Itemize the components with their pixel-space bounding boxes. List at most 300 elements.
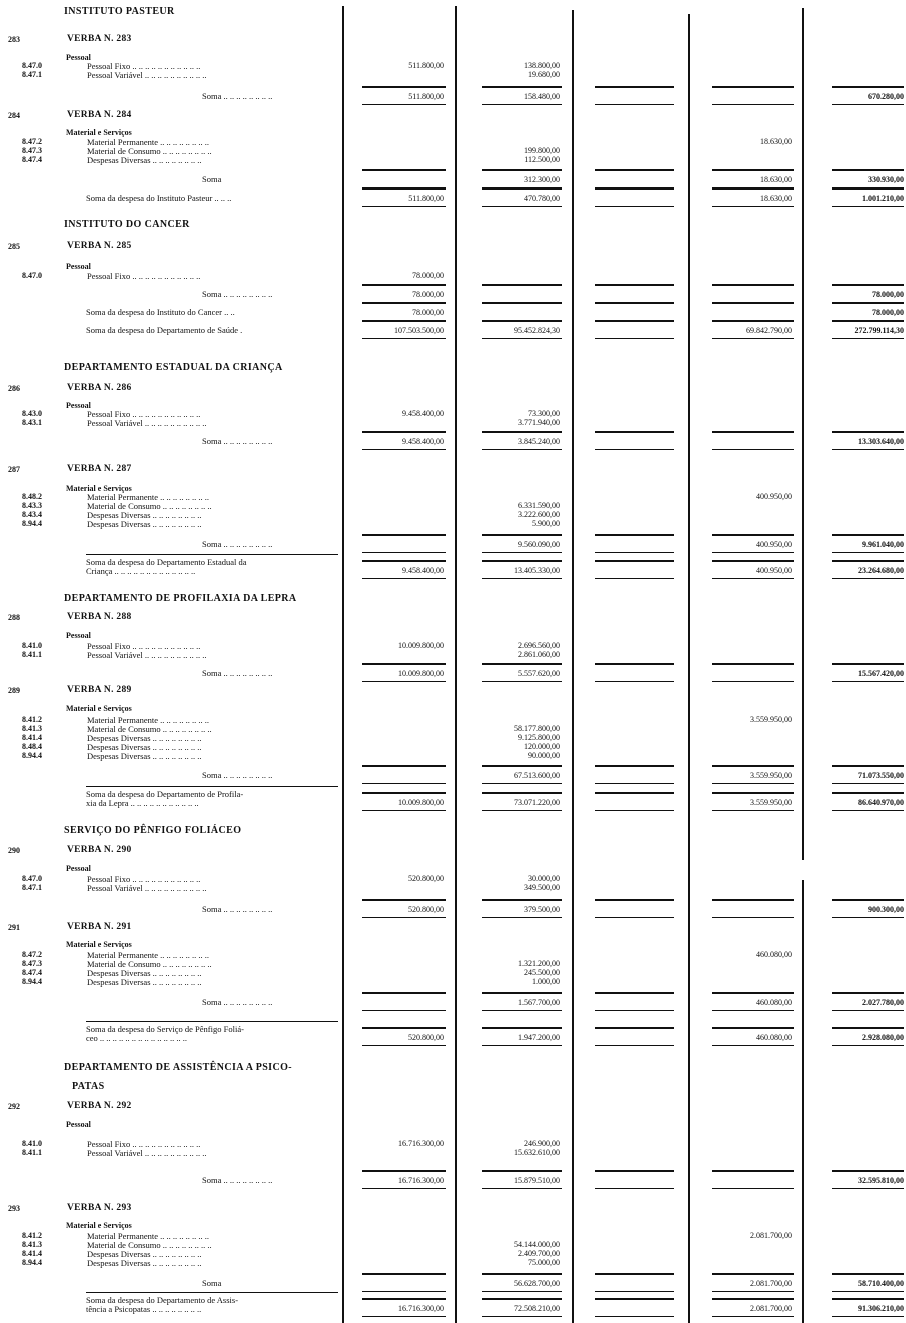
sum-rule <box>595 1170 674 1172</box>
item-code: 8.43.4 <box>22 510 42 519</box>
sum-underline <box>595 449 674 450</box>
sum-value: 460.080,00 <box>756 1033 792 1042</box>
subheading: Pessoal <box>66 1120 91 1129</box>
item-code: 8.47.4 <box>22 968 42 977</box>
verba-number: 292 <box>8 1102 20 1111</box>
item-code: 8.47.3 <box>22 959 42 968</box>
verba-heading: VERBA N. 288 <box>67 612 132 622</box>
sum-underline <box>595 1291 674 1292</box>
item-label: Material Permanente .. .. .. .. .. .. .. .. <box>87 951 210 960</box>
sum-underline <box>832 917 904 918</box>
verba-number: 286 <box>8 384 20 393</box>
sum-rule <box>832 169 904 171</box>
item-label: Despesas Diversas .. .. .. .. .. .. .. .. <box>87 752 202 761</box>
sum-rule <box>832 560 904 562</box>
sum-rule <box>362 792 446 794</box>
sum-underline <box>832 552 904 553</box>
item-value: 78.000,00 <box>412 271 444 280</box>
sum-rule <box>832 792 904 794</box>
sum-rule <box>362 663 446 665</box>
subheading: Pessoal <box>66 631 91 640</box>
sum-rule <box>362 560 446 562</box>
sum-rule <box>595 284 674 286</box>
sum-underline <box>362 578 446 579</box>
sum-rule <box>712 86 794 88</box>
verba-number: 289 <box>8 686 20 695</box>
item-value: 1.321.200,00 <box>518 959 560 968</box>
sum-rule <box>832 320 904 322</box>
sum-underline <box>712 681 794 682</box>
item-code: 8.41.3 <box>22 1240 42 1249</box>
sum-value: 9.560.090,00 <box>518 540 560 549</box>
sum-rule <box>595 431 674 433</box>
sum-underline <box>832 1291 904 1292</box>
sum-underline <box>712 1045 794 1046</box>
verba-number: 291 <box>8 923 20 932</box>
item-code: 8.47.4 <box>22 155 42 164</box>
sum-rule <box>362 765 446 767</box>
total-label-continued: tência a Psicopatas .. .. .. .. .. .. .. .. <box>86 1305 202 1314</box>
sum-underline <box>595 917 674 918</box>
item-code: 8.41.2 <box>22 715 42 724</box>
sum-rule <box>362 1027 446 1029</box>
verba-heading: VERBA N. 292 <box>67 1101 132 1111</box>
total-label: Soma da despesa do Instituto do Cancer .. .. <box>86 308 235 317</box>
item-value: 120.000,00 <box>524 742 560 751</box>
sum-rule <box>595 899 674 901</box>
sum-rule <box>482 792 562 794</box>
sum-underline <box>362 1316 446 1317</box>
sum-rule <box>482 1170 562 1172</box>
item-value: 30.000,00 <box>528 874 560 883</box>
sum-rule <box>362 431 446 433</box>
sum-value: 18.630,00 <box>760 194 792 203</box>
sum-value: 400.950,00 <box>756 540 792 549</box>
total-label: Soma da despesa do Instituto Pasteur .. .. .. <box>86 194 232 203</box>
sum-rule <box>712 1273 794 1275</box>
sum-underline <box>595 1188 674 1189</box>
sum-underline <box>362 681 446 682</box>
sum-rule <box>482 899 562 901</box>
item-value: 54.144.000,00 <box>514 1240 560 1249</box>
sum-rule <box>362 1170 446 1172</box>
item-code: 8.41.2 <box>22 1231 42 1240</box>
sum-underline <box>482 1291 562 1292</box>
sum-rule <box>362 188 446 190</box>
item-value: 18.630,00 <box>760 137 792 146</box>
item-label: Despesas Diversas .. .. .. .. .. .. .. .. <box>87 156 202 165</box>
total-label-continued: ceo .. .. .. .. .. .. .. .. .. .. .. .. .. .. <box>86 1034 188 1043</box>
sum-rule <box>362 899 446 901</box>
item-label: Material Permanente .. .. .. .. .. .. .. .. <box>87 716 210 725</box>
sum-rule <box>712 169 794 171</box>
sum-underline <box>482 810 562 811</box>
soma-label: Soma .. .. .. .. .. .. .. .. <box>202 92 273 101</box>
sum-rule <box>712 431 794 433</box>
sum-rule <box>712 1298 794 1300</box>
verba-heading: VERBA N. 285 <box>67 241 132 251</box>
item-label: Material de Consumo .. .. .. .. .. .. .. .. <box>87 725 212 734</box>
item-value: 73.300,00 <box>528 409 560 418</box>
sum-underline <box>832 1045 904 1046</box>
sum-underline <box>595 810 674 811</box>
verba-heading: VERBA N. 289 <box>67 685 132 695</box>
item-value: 112.500,00 <box>524 155 560 164</box>
sum-value: 158.480,00 <box>524 92 560 101</box>
sum-rule <box>832 992 904 994</box>
sum-underline <box>712 810 794 811</box>
item-value: 2.696.560,00 <box>518 641 560 650</box>
sum-rule <box>595 534 674 536</box>
soma-label: Soma .. .. .. .. .. .. .. .. <box>202 905 273 914</box>
item-value: 511.800,00 <box>408 61 444 70</box>
sum-value: 73.071.220,00 <box>514 798 560 807</box>
item-label: Pessoal Fixo .. .. .. .. .. .. .. .. .. .. .. <box>87 1140 201 1149</box>
item-label: Material Permanente .. .. .. .. .. .. .. .. <box>87 1232 210 1241</box>
sum-underline <box>595 552 674 553</box>
sum-underline <box>832 1316 904 1317</box>
item-label: Despesas Diversas .. .. .. .. .. .. .. .. <box>87 969 202 978</box>
verba-number: 288 <box>8 613 20 622</box>
column-rule <box>802 880 804 1323</box>
sum-value: 670.280,00 <box>868 92 904 101</box>
item-label: Despesas Diversas .. .. .. .. .. .. .. .. <box>87 1259 202 1268</box>
sum-value: 9.961.040,00 <box>862 540 904 549</box>
item-value: 246.900,00 <box>524 1139 560 1148</box>
sum-value: 23.264.680,00 <box>858 566 904 575</box>
sum-underline <box>482 206 562 207</box>
sum-rule <box>832 1273 904 1275</box>
sum-underline <box>482 1316 562 1317</box>
sum-value: 32.595.810,00 <box>858 1176 904 1185</box>
item-value: 3.559.950,00 <box>750 715 792 724</box>
sum-rule <box>482 534 562 536</box>
sum-underline <box>595 206 674 207</box>
sum-value: 1.001.210,00 <box>862 194 904 203</box>
item-code: 8.47.0 <box>22 271 42 280</box>
sum-rule <box>712 534 794 536</box>
item-label: Material Permanente .. .. .. .. .. .. .. .. <box>87 138 210 147</box>
item-label: Despesas Diversas .. .. .. .. .. .. .. .. <box>87 978 202 987</box>
sum-value: 91.306.210,00 <box>858 1304 904 1313</box>
sum-underline <box>712 783 794 784</box>
item-value: 2.409.700,00 <box>518 1249 560 1258</box>
verba-number: 293 <box>8 1204 20 1213</box>
verba-number: 284 <box>8 111 20 120</box>
verba-heading: VERBA N. 293 <box>67 1203 132 1213</box>
section-heading: DEPARTAMENTO DE ASSISTÊNCIA A PSICO- <box>64 1062 292 1073</box>
soma-label: Soma <box>202 1279 222 1288</box>
sum-underline <box>362 810 446 811</box>
total-label: Soma da despesa do Departamento Estadual da <box>86 558 247 567</box>
item-value: 3.222.600,00 <box>518 510 560 519</box>
sum-value: 15.879.510,00 <box>514 1176 560 1185</box>
total-rule <box>86 786 338 787</box>
sum-underline <box>595 578 674 579</box>
item-value: 9.125.800,00 <box>518 733 560 742</box>
sum-value: 330.930,00 <box>868 175 904 184</box>
sum-rule <box>482 169 562 171</box>
verba-heading: VERBA N. 287 <box>67 464 132 474</box>
subheading: Pessoal <box>66 864 91 873</box>
sum-value: 16.716.300,00 <box>398 1304 444 1313</box>
sum-underline <box>362 917 446 918</box>
sum-underline <box>595 104 674 105</box>
item-value: 400.950,00 <box>756 492 792 501</box>
section-heading: PATAS <box>72 1081 105 1092</box>
sum-underline <box>362 338 446 339</box>
section-heading: DEPARTAMENTO DE PROFILAXIA DA LEPRA <box>64 593 297 604</box>
column-rule <box>802 8 804 860</box>
item-value: 199.800,00 <box>524 146 560 155</box>
sum-rule <box>595 765 674 767</box>
item-label: Pessoal Fixo .. .. .. .. .. .. .. .. .. .. .. <box>87 875 201 884</box>
item-code: 8.47.0 <box>22 874 42 883</box>
sum-value: 312.300,00 <box>524 175 560 184</box>
sum-rule <box>482 1298 562 1300</box>
sum-underline <box>595 783 674 784</box>
sum-rule <box>832 86 904 88</box>
sum-underline <box>482 1010 562 1011</box>
item-code: 8.41.1 <box>22 1148 42 1157</box>
sum-value: 78.000,00 <box>872 308 904 317</box>
sum-rule <box>595 188 674 190</box>
sum-underline <box>712 1188 794 1189</box>
item-label: Material de Consumo .. .. .. .. .. .. .. .. <box>87 1241 212 1250</box>
item-label: Pessoal Fixo .. .. .. .. .. .. .. .. .. .. .. <box>87 62 201 71</box>
sum-rule <box>832 284 904 286</box>
sum-underline <box>832 578 904 579</box>
soma-label: Soma .. .. .. .. .. .. .. .. <box>202 1176 273 1185</box>
item-label: Despesas Diversas .. .. .. .. .. .. .. .. <box>87 511 202 520</box>
section-heading: INSTITUTO PASTEUR <box>64 6 175 17</box>
sum-underline <box>362 449 446 450</box>
sum-rule <box>832 188 904 190</box>
sum-underline <box>482 783 562 784</box>
sum-underline <box>362 104 446 105</box>
item-label: Despesas Diversas .. .. .. .. .. .. .. .. <box>87 1250 202 1259</box>
sum-underline <box>482 917 562 918</box>
sum-underline <box>482 1188 562 1189</box>
item-label: Material Permanente .. .. .. .. .. .. .. .. <box>87 493 210 502</box>
sum-rule <box>832 765 904 767</box>
sum-rule <box>595 663 674 665</box>
sum-underline <box>832 810 904 811</box>
sum-value: 2.081.700,00 <box>750 1279 792 1288</box>
sum-rule <box>482 320 562 322</box>
sum-underline <box>712 552 794 553</box>
sum-underline <box>362 1291 446 1292</box>
column-rule <box>342 6 344 1323</box>
sum-value: 379.500,00 <box>524 905 560 914</box>
sum-rule <box>832 899 904 901</box>
sum-underline <box>482 578 562 579</box>
sum-rule <box>362 284 446 286</box>
sum-value: 10.009.800,00 <box>398 798 444 807</box>
item-value: 138.800,00 <box>524 61 560 70</box>
soma-label: Soma <box>202 175 222 184</box>
sum-value: 1.947.200,00 <box>518 1033 560 1042</box>
sum-rule <box>712 792 794 794</box>
section-heading: INSTITUTO DO CANCER <box>64 219 190 230</box>
item-value: 90.000,00 <box>528 751 560 760</box>
sum-rule <box>595 320 674 322</box>
sum-underline <box>832 104 904 105</box>
sum-value: 15.567.420,00 <box>858 669 904 678</box>
item-label: Pessoal Variável .. .. .. .. .. .. .. .. .. .. <box>87 71 207 80</box>
sum-value: 400.950,00 <box>756 566 792 575</box>
sum-rule <box>712 560 794 562</box>
sum-underline <box>832 449 904 450</box>
sum-rule <box>595 302 674 304</box>
sum-value: 520.800,00 <box>408 905 444 914</box>
sum-value: 900.300,00 <box>868 905 904 914</box>
item-value: 3.771.940,00 <box>518 418 560 427</box>
sum-underline <box>832 1188 904 1189</box>
sum-underline <box>595 1010 674 1011</box>
sum-rule <box>712 302 794 304</box>
item-code: 8.47.3 <box>22 146 42 155</box>
item-code: 8.47.2 <box>22 137 42 146</box>
sum-rule <box>712 1170 794 1172</box>
item-code: 8.47.0 <box>22 61 42 70</box>
sum-underline <box>482 338 562 339</box>
sum-rule <box>482 188 562 190</box>
sum-value: 13.303.640,00 <box>858 437 904 446</box>
total-label: Soma da despesa do Serviço de Pênfigo Foliá- <box>86 1025 244 1034</box>
item-code: 8.41.3 <box>22 724 42 733</box>
sum-underline <box>712 449 794 450</box>
item-label: Pessoal Variável .. .. .. .. .. .. .. .. .. .. <box>87 1149 207 1158</box>
sum-value: 2.081.700,00 <box>750 1304 792 1313</box>
sum-rule <box>712 188 794 190</box>
item-code: 8.94.4 <box>22 519 42 528</box>
item-code: 8.43.1 <box>22 418 42 427</box>
sum-underline <box>712 1010 794 1011</box>
sum-value: 13.405.330,00 <box>514 566 560 575</box>
sum-value: 86.640.970,00 <box>858 798 904 807</box>
total-label: Soma da despesa do Departamento de Profila- <box>86 790 244 799</box>
column-rule <box>688 14 690 1323</box>
soma-label: Soma .. .. .. .. .. .. .. .. <box>202 290 273 299</box>
sum-underline <box>362 1188 446 1189</box>
subheading: Material e Serviços <box>66 940 132 949</box>
item-value: 19.680,00 <box>528 70 560 79</box>
sum-value: 511.800,00 <box>408 194 444 203</box>
verba-number: 285 <box>8 242 20 251</box>
verba-heading: VERBA N. 283 <box>67 34 132 44</box>
item-label: Despesas Diversas .. .. .. .. .. .. .. .. <box>87 520 202 529</box>
item-label: Despesas Diversas .. .. .. .. .. .. .. .. <box>87 734 202 743</box>
sum-rule <box>362 320 446 322</box>
sum-underline <box>832 783 904 784</box>
item-code: 8.43.0 <box>22 409 42 418</box>
sum-value: 78.000,00 <box>872 290 904 299</box>
soma-label: Soma .. .. .. .. .. .. .. .. <box>202 540 273 549</box>
item-label: Pessoal Variável .. .. .. .. .. .. .. .. .. .. <box>87 651 207 660</box>
sum-rule <box>832 534 904 536</box>
total-rule <box>86 1292 338 1293</box>
item-value: 349.500,00 <box>524 883 560 892</box>
verba-number: 287 <box>8 465 20 474</box>
sum-rule <box>482 1027 562 1029</box>
sum-rule <box>712 284 794 286</box>
sum-underline <box>595 1316 674 1317</box>
verba-heading: VERBA N. 286 <box>67 383 132 393</box>
sum-value: 10.009.800,00 <box>398 669 444 678</box>
sum-underline <box>832 681 904 682</box>
sum-value: 5.557.620,00 <box>518 669 560 678</box>
sum-rule <box>362 169 446 171</box>
item-value: 9.458.400,00 <box>402 409 444 418</box>
sum-value: 2.928.080,00 <box>862 1033 904 1042</box>
soma-label: Soma .. .. .. .. .. .. .. .. <box>202 669 273 678</box>
sum-rule <box>712 1027 794 1029</box>
soma-label: Soma .. .. .. .. .. .. .. .. <box>202 771 273 780</box>
item-code: 8.47.1 <box>22 883 42 892</box>
sum-rule <box>832 302 904 304</box>
sum-rule <box>362 1273 446 1275</box>
sum-value: 95.452.824,30 <box>514 326 560 335</box>
subheading: Material e Serviços <box>66 484 132 493</box>
sum-underline <box>595 338 674 339</box>
sum-rule <box>482 1273 562 1275</box>
sum-value: 2.027.780,00 <box>862 998 904 1007</box>
sum-value: 3.559.950,00 <box>750 771 792 780</box>
sum-rule <box>595 169 674 171</box>
sum-underline <box>482 449 562 450</box>
sum-underline <box>482 104 562 105</box>
sum-underline <box>712 338 794 339</box>
sum-rule <box>482 560 562 562</box>
soma-label: Soma .. .. .. .. .. .. .. .. <box>202 998 273 1007</box>
sum-value: 78.000,00 <box>412 290 444 299</box>
sum-rule <box>832 1027 904 1029</box>
column-rule <box>455 6 457 1323</box>
item-value: 520.800,00 <box>408 874 444 883</box>
item-code: 8.41.0 <box>22 1139 42 1148</box>
sum-value: 3.845.240,00 <box>518 437 560 446</box>
item-label: Material de Consumo .. .. .. .. .. .. .. .. <box>87 147 212 156</box>
total-label-continued: xia da Lepra .. .. .. .. .. .. .. .. .. .. .. <box>86 799 199 808</box>
sum-rule <box>482 663 562 665</box>
sum-value: 9.458.400,00 <box>402 566 444 575</box>
sum-rule <box>362 534 446 536</box>
verba-number: 290 <box>8 846 20 855</box>
sum-rule <box>595 1027 674 1029</box>
sum-rule <box>712 320 794 322</box>
item-value: 2.081.700,00 <box>750 1231 792 1240</box>
sum-underline <box>362 783 446 784</box>
sum-rule <box>595 1298 674 1300</box>
item-value: 75.000,00 <box>528 1258 560 1267</box>
sum-underline <box>362 552 446 553</box>
item-value: 16.716.300,00 <box>398 1139 444 1148</box>
sum-value: 58.710.400,00 <box>858 1279 904 1288</box>
sum-value: 78.000,00 <box>412 308 444 317</box>
sum-rule <box>712 899 794 901</box>
item-label: Despesas Diversas .. .. .. .. .. .. .. .. <box>87 743 202 752</box>
item-value: 2.861.060,00 <box>518 650 560 659</box>
sum-rule <box>482 992 562 994</box>
total-rule <box>86 554 338 555</box>
sum-value: 1.567.700,00 <box>518 998 560 1007</box>
sum-rule <box>832 663 904 665</box>
sum-rule <box>362 86 446 88</box>
sum-value: 69.842.790,00 <box>746 326 792 335</box>
subheading: Pessoal <box>66 53 91 62</box>
sum-value: 16.716.300,00 <box>398 1176 444 1185</box>
